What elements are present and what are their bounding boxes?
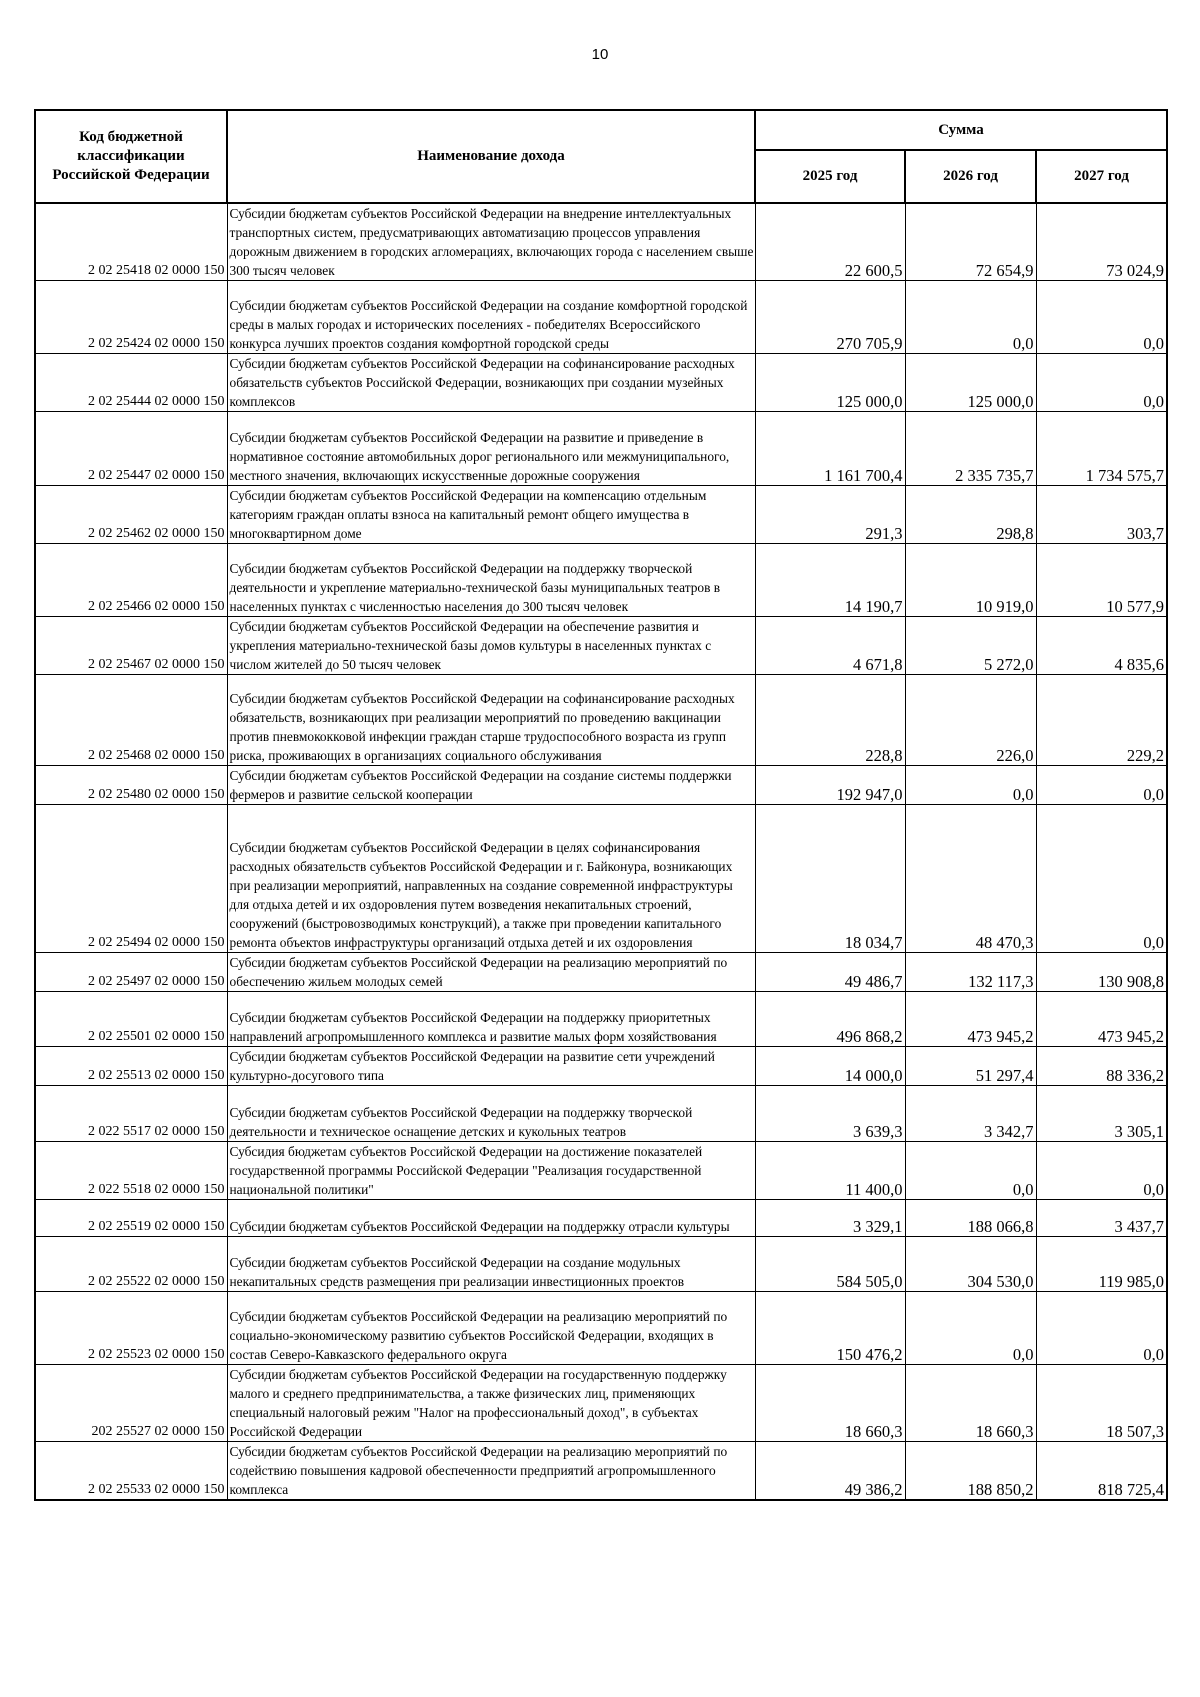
value-2026-cell: 226,0 — [905, 675, 1036, 766]
name-cell: Субсидии бюджетам субъектов Российской Федерации на внедрение интеллектуальных транспортных систем, предусматривающих автоматизацию процессов управления дорожным движением в городских агломерациях, включающих города с населением свыше 300 тысяч человек — [227, 203, 755, 281]
name-cell: Субсидии бюджетам субъектов Российской Федерации на поддержку приоритетных направлений агропромышленного комплекса и развитие малых форм хозяйствования — [227, 992, 755, 1047]
table-row — [35, 805, 1167, 953]
name-cell: Субсидии бюджетам субъектов Российской Федерации на поддержку творческой деятельности и техническое оснащение детских и кукольных театров — [227, 1086, 755, 1142]
value-2025-cell: 125 000,0 — [755, 354, 905, 412]
value-2026-cell: 18 660,3 — [905, 1365, 1036, 1442]
value-2027-cell: 0,0 — [1036, 805, 1167, 953]
value-2025-cell: 18 660,3 — [755, 1365, 905, 1442]
code-cell: 2 02 25466 02 0000 150 — [35, 544, 227, 617]
value-2027-cell: 3 437,7 — [1036, 1200, 1167, 1237]
table-header — [35, 110, 1167, 203]
value-2027-cell: 3 305,1 — [1036, 1086, 1167, 1142]
value-2025-cell: 14 000,0 — [755, 1047, 905, 1086]
name-cell: Субсидии бюджетам субъектов Российской Федерации на создание комфортной городской среды в малых городах и исторических поселениях - победителях Всероссийского конкурса лучших проектов создания комфортной городской среды — [227, 281, 755, 354]
code-cell: 2 02 25513 02 0000 150 — [35, 1047, 227, 1086]
code-cell: 2 02 25444 02 0000 150 — [35, 354, 227, 412]
value-2025-cell: 496 868,2 — [755, 992, 905, 1047]
value-2025-cell: 270 705,9 — [755, 281, 905, 354]
value-2027-cell: 303,7 — [1036, 486, 1167, 544]
name-cell: Субсидии бюджетам субъектов Российской Федерации на обеспечение развития и укрепления материально-технической базы домов культуры в населенных пунктах с числом жителей до 50 тысяч человек — [227, 617, 755, 675]
table-row — [35, 617, 1167, 675]
name-cell: Субсидии бюджетам субъектов Российской Федерации на реализацию мероприятий по обеспечению жильем молодых семей — [227, 953, 755, 992]
name-cell: Субсидии бюджетам субъектов Российской Федерации на развитие сети учреждений культурно-досугового типа — [227, 1047, 755, 1086]
name-cell: Субсидии бюджетам субъектов Российской Федерации на софинансирование расходных обязательств субъектов Российской Федерации, возникающих при создании музейных комплексов — [227, 354, 755, 412]
value-2027-cell: 0,0 — [1036, 766, 1167, 805]
table-row — [35, 1086, 1167, 1142]
table-row — [35, 675, 1167, 766]
value-2025-cell: 3 639,3 — [755, 1086, 905, 1142]
value-2026-cell: 304 530,0 — [905, 1237, 1036, 1292]
value-2026-cell: 188 850,2 — [905, 1442, 1036, 1501]
value-2025-cell: 228,8 — [755, 675, 905, 766]
value-2027-cell: 10 577,9 — [1036, 544, 1167, 617]
name-cell: Субсидии бюджетам субъектов Российской Федерации на поддержку творческой деятельности и укрепление материально-технической базы муниципальных театров в населенных пунктах с численностью населения до 300 тысяч человек — [227, 544, 755, 617]
code-cell: 2 02 25468 02 0000 150 — [35, 675, 227, 766]
value-2027-cell: 0,0 — [1036, 354, 1167, 412]
value-2026-cell: 0,0 — [905, 1292, 1036, 1365]
value-2025-cell: 14 190,7 — [755, 544, 905, 617]
value-2025-cell: 150 476,2 — [755, 1292, 905, 1365]
code-cell: 2 02 25467 02 0000 150 — [35, 617, 227, 675]
table-row — [35, 953, 1167, 992]
value-2026-cell: 298,8 — [905, 486, 1036, 544]
value-2025-cell: 584 505,0 — [755, 1237, 905, 1292]
code-cell: 2 02 25462 02 0000 150 — [35, 486, 227, 544]
code-cell: 2 02 25480 02 0000 150 — [35, 766, 227, 805]
value-2027-cell: 1 734 575,7 — [1036, 412, 1167, 486]
value-2025-cell: 4 671,8 — [755, 617, 905, 675]
table-row — [35, 1365, 1167, 1442]
table-row — [35, 354, 1167, 412]
value-2026-cell: 188 066,8 — [905, 1200, 1036, 1237]
table-row — [35, 412, 1167, 486]
table-row — [35, 1442, 1167, 1501]
table-row — [35, 1237, 1167, 1292]
value-2027-cell: 0,0 — [1036, 281, 1167, 354]
code-cell: 2 022 5518 02 0000 150 — [35, 1142, 227, 1200]
table-row — [35, 1292, 1167, 1365]
value-2025-cell: 291,3 — [755, 486, 905, 544]
table-row — [35, 1142, 1167, 1200]
name-cell: Субсидии бюджетам субъектов Российской Федерации на софинансирование расходных обязательств, возникающих при реализации мероприятий по проведению вакцинации против пневмококковой инфекции граждан старше трудоспособного возраста из групп риска, проживающих в организациях социального обслуживания — [227, 675, 755, 766]
value-2027-cell: 229,2 — [1036, 675, 1167, 766]
value-2025-cell: 18 034,7 — [755, 805, 905, 953]
value-2026-cell: 48 470,3 — [905, 805, 1036, 953]
value-2026-cell: 72 654,9 — [905, 203, 1036, 281]
name-cell: Субсидии бюджетам субъектов Российской Федерации на реализацию мероприятий по содействию повышения кадровой обеспеченности предприятий агропромышленного комплекса — [227, 1442, 755, 1501]
header-name: Наименование дохода — [227, 110, 755, 203]
value-2026-cell: 5 272,0 — [905, 617, 1036, 675]
table-body — [35, 203, 1167, 1500]
value-2025-cell: 1 161 700,4 — [755, 412, 905, 486]
name-cell: Субсидии бюджетам субъектов Российской Федерации на развитие и приведение в нормативное состояние автомобильных дорог регионального или межмуниципального, местного значения, включающих искусственные дорожные сооружения — [227, 412, 755, 486]
code-cell: 2 02 25497 02 0000 150 — [35, 953, 227, 992]
page-number: 10 — [591, 46, 609, 63]
name-cell: Субсидии бюджетам субъектов Российской Федерации на государственную поддержку малого и среднего предпринимательства, а также физических лиц, применяющих специальный налоговый режим "Налог на профессиональный доход", в субъектах Российской Федерации — [227, 1365, 755, 1442]
value-2026-cell: 132 117,3 — [905, 953, 1036, 992]
code-cell: 2 02 25519 02 0000 150 — [35, 1200, 227, 1237]
value-2027-cell: 0,0 — [1036, 1142, 1167, 1200]
code-cell: 2 02 25522 02 0000 150 — [35, 1237, 227, 1292]
table-row — [35, 544, 1167, 617]
name-cell: Субсидии бюджетам субъектов Российской Федерации на компенсацию отдельным категориям граждан оплаты взноса на капитальный ремонт общего имущества в многоквартирном доме — [227, 486, 755, 544]
header-year-2027: 2027 год — [1036, 150, 1167, 203]
table-row — [35, 203, 1167, 281]
value-2025-cell: 3 329,1 — [755, 1200, 905, 1237]
value-2026-cell: 0,0 — [905, 1142, 1036, 1200]
value-2025-cell: 192 947,0 — [755, 766, 905, 805]
name-cell: Субсидии бюджетам субъектов Российской Федерации на поддержку отрасли культуры — [227, 1200, 755, 1237]
value-2025-cell: 49 486,7 — [755, 953, 905, 992]
header-year-2026: 2026 год — [905, 150, 1036, 203]
value-2027-cell: 0,0 — [1036, 1292, 1167, 1365]
value-2027-cell: 18 507,3 — [1036, 1365, 1167, 1442]
header-year-2025: 2025 год — [755, 150, 905, 203]
header-code: Код бюджетной классификации Российской Федерации — [35, 110, 227, 203]
value-2027-cell: 473 945,2 — [1036, 992, 1167, 1047]
code-cell: 2 02 25447 02 0000 150 — [35, 412, 227, 486]
value-2027-cell: 119 985,0 — [1036, 1237, 1167, 1292]
table-row — [35, 766, 1167, 805]
value-2027-cell: 73 024,9 — [1036, 203, 1167, 281]
value-2026-cell: 0,0 — [905, 766, 1036, 805]
code-cell: 202 25527 02 0000 150 — [35, 1365, 227, 1442]
value-2025-cell: 49 386,2 — [755, 1442, 905, 1501]
value-2026-cell: 10 919,0 — [905, 544, 1036, 617]
value-2026-cell: 2 335 735,7 — [905, 412, 1036, 486]
name-cell: Субсидия бюджетам субъектов Российской Федерации на достижение показателей государственной программы Российской Федерации "Реализация государственной национальной политики" — [227, 1142, 755, 1200]
table-row — [35, 992, 1167, 1047]
value-2026-cell: 51 297,4 — [905, 1047, 1036, 1086]
header-sum: Сумма — [755, 110, 1167, 150]
value-2027-cell: 818 725,4 — [1036, 1442, 1167, 1501]
value-2025-cell: 11 400,0 — [755, 1142, 905, 1200]
table-row — [35, 1047, 1167, 1086]
name-cell: Субсидии бюджетам субъектов Российской Федерации в целях софинансирования расходных обязательств субъектов Российской Федерации и г. Байконура, возникающих при реализации мероприятий, направленных на создание современной инфраструктуры для отдыха детей и их оздоровления путем возведения некапитальных строений, сооружений (быстровозводимых конструкций), а также при проведении капитального ремонта объектов инфраструктуры организаций отдыха детей и их оздоровления — [227, 805, 755, 953]
value-2027-cell: 4 835,6 — [1036, 617, 1167, 675]
value-2026-cell: 125 000,0 — [905, 354, 1036, 412]
code-cell: 2 02 25501 02 0000 150 — [35, 992, 227, 1047]
value-2025-cell: 22 600,5 — [755, 203, 905, 281]
value-2027-cell: 88 336,2 — [1036, 1047, 1167, 1086]
name-cell: Субсидии бюджетам субъектов Российской Федерации на создание модульных некапитальных средств размещения при реализации инвестиционных проектов — [227, 1237, 755, 1292]
code-cell: 2 02 25523 02 0000 150 — [35, 1292, 227, 1365]
code-cell: 2 022 5517 02 0000 150 — [35, 1086, 227, 1142]
value-2026-cell: 3 342,7 — [905, 1086, 1036, 1142]
value-2026-cell: 473 945,2 — [905, 992, 1036, 1047]
revenue-table — [34, 109, 1168, 1501]
code-cell: 2 02 25418 02 0000 150 — [35, 203, 227, 281]
code-cell: 2 02 25533 02 0000 150 — [35, 1442, 227, 1501]
name-cell: Субсидии бюджетам субъектов Российской Федерации на создание системы поддержки фермеров и развитие сельской кооперации — [227, 766, 755, 805]
value-2026-cell: 0,0 — [905, 281, 1036, 354]
name-cell: Субсидии бюджетам субъектов Российской Федерации на реализацию мероприятий по социально-экономическому развитию субъектов Российской Федерации, входящих в состав Северо-Кавказского федерального округа — [227, 1292, 755, 1365]
code-cell: 2 02 25494 02 0000 150 — [35, 805, 227, 953]
table-row — [35, 1200, 1167, 1237]
table-row — [35, 281, 1167, 354]
table-row — [35, 486, 1167, 544]
code-cell: 2 02 25424 02 0000 150 — [35, 281, 227, 354]
value-2027-cell: 130 908,8 — [1036, 953, 1167, 992]
